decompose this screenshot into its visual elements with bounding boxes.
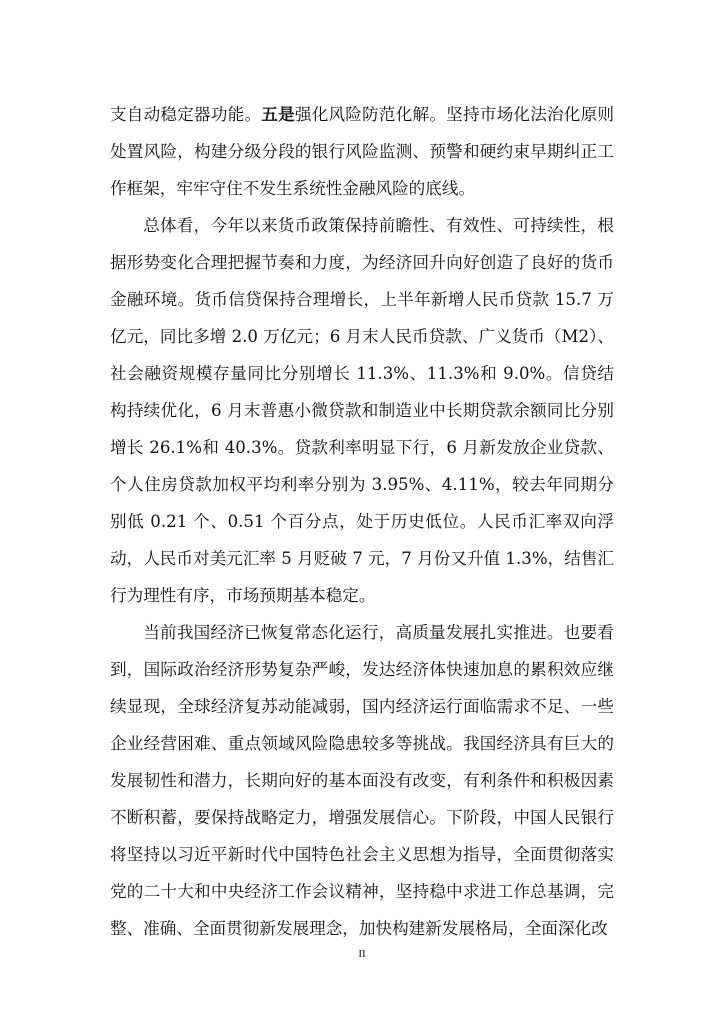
paragraph-outlook xyxy=(110,614,614,947)
document-body xyxy=(110,96,614,947)
text-segment: 支自动稳定器功能。 xyxy=(110,105,262,124)
paragraph-overall-review xyxy=(110,207,614,614)
text-segment: 强化风险防范化解。坚持市场化法治化原则处置风险，构建分级分段的银行风险监测、预警和硬约束早期纠正工作框架，牢牢守住不发生系统性金融风险的底线。 xyxy=(110,105,615,198)
text-segment: 当前我国经济已恢复常态化运行，高质量发展扎实推进。也要看到，国际政治经济形势复杂严峻，发达经济体快速加息的累积效应继续显现，全球经济复苏动能减弱，国内经济运行面临需求不足、一些企业经营困难、重点领域风险隐患较多等挑战。我国经济具有巨大的发展韧性和潜力，长期向好的基本面没有改变，有利条件和积极因素不断积蓄，要保持战略定力，增强发展信心。下阶段，中国人民银行将坚持以习近平新时代中国特色社会主义思想为指导，全面贯彻落实党的二十大和中央经济工作会议精神，坚持稳中求进工作总基调，完整、准确、全面贯彻新发展理念，加快构建新发展格局，全面深化改 xyxy=(110,623,614,938)
bold-lead-in: 五是 xyxy=(261,104,295,124)
text-segment: 总体看，今年以来货币政策保持前瞻性、有效性、可持续性，根据形势变化合理把握节奏和力度，为经济回升向好创造了良好的货币金融环境。货币信贷保持合理增长，上半年新增人民币贷款 15.7 万亿元，同比多增 2.0 万亿元；6 月末人民币贷款、广义货币（M2）、社会融资规模存量同比分别增长 11.3%、11.3%和 9.0%。信贷结构持续优化，6 月末普惠小微贷款和制造业中长期贷款余额同比分别增长 26.1%和 40.3%。贷款利率明显下行，6 月新发放企业贷款、个人住房贷款加权平均利率分别为 3.95%、4.11%，较去年同期分别低 0.21 个、0.51 个百分点，处于历史低位。人民币汇率双向浮动，人民币对美元汇率 5 月贬破 7 元，7 月份又升值 1.3%，结售汇行为理性有序，市场预期基本稳定。 xyxy=(110,216,614,605)
page-number: II xyxy=(358,948,366,960)
paragraph-risk-prevention xyxy=(110,96,614,207)
